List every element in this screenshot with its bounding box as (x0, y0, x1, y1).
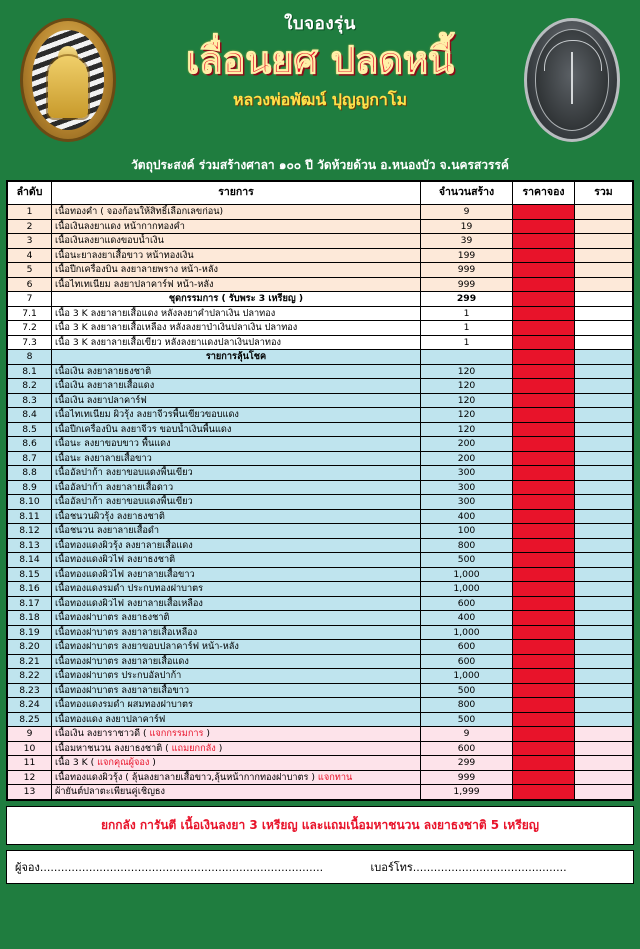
row-total[interactable] (575, 654, 633, 669)
row-index: 8.8 (8, 466, 52, 481)
row-total[interactable] (575, 683, 633, 698)
row-index: 4 (8, 248, 52, 263)
row-qty: 19 (421, 219, 513, 234)
row-index: 8 (8, 350, 52, 365)
row-qty: 500 (421, 553, 513, 568)
row-index: 10 (8, 741, 52, 756)
table-row (8, 683, 633, 698)
row-qty: 300 (421, 480, 513, 495)
table-row (8, 277, 633, 292)
row-total[interactable] (575, 480, 633, 495)
row-total[interactable] (575, 625, 633, 640)
row-index: 12 (8, 770, 52, 785)
row-item: เนื้อปีกเครื่องบิน ลงยาจีวร ขอบน้ำเงินพื้นแดง (52, 422, 421, 437)
table-row (8, 727, 633, 742)
table-row (8, 437, 633, 452)
phone-field-label[interactable]: เบอร์โทร............................................ (370, 860, 567, 874)
booker-field-label[interactable]: ผู้จอง................................................................................. (15, 860, 324, 874)
row-item: เนื้อทองแดง ลงยาปลาคาร์ฟ (52, 712, 421, 727)
table-row (8, 379, 633, 394)
header-banner (6, 6, 634, 154)
table-row (8, 205, 633, 220)
row-index: 9 (8, 727, 52, 742)
row-qty: 1,999 (421, 785, 513, 800)
row-item: เนื้อเงิน ลงยาลายเสื้อแดง (52, 379, 421, 394)
row-price[interactable] (513, 727, 575, 742)
row-qty: 120 (421, 379, 513, 394)
table-row (8, 625, 633, 640)
row-price[interactable] (513, 350, 575, 365)
row-qty: 999 (421, 277, 513, 292)
row-index: 8.9 (8, 480, 52, 495)
row-item: ผ้ายันต์ปลาตะเพียนคู่เชิญธง (52, 785, 421, 800)
table-header-row (8, 182, 633, 205)
row-total[interactable] (575, 393, 633, 408)
table-row (8, 640, 633, 655)
title-block (126, 10, 514, 113)
yant-amulet-icon (524, 18, 620, 142)
row-price[interactable] (513, 524, 575, 539)
row-qty: 300 (421, 466, 513, 481)
row-total[interactable] (575, 292, 633, 307)
table-row (8, 582, 633, 597)
row-item: เนื้อนะ ลงยาขอบขาว พื้นแดง (52, 437, 421, 452)
row-qty: 1 (421, 306, 513, 321)
table-row (8, 567, 633, 582)
table-row (8, 509, 633, 524)
row-qty: 400 (421, 509, 513, 524)
row-index: 8.17 (8, 596, 52, 611)
row-index: 3 (8, 234, 52, 249)
row-price[interactable] (513, 756, 575, 771)
row-total[interactable] (575, 495, 633, 510)
row-qty: 500 (421, 712, 513, 727)
row-index: 8.12 (8, 524, 52, 539)
table-row (8, 480, 633, 495)
row-total[interactable] (575, 466, 633, 481)
row-total[interactable] (575, 741, 633, 756)
row-total[interactable] (575, 422, 633, 437)
row-price[interactable] (513, 538, 575, 553)
row-qty: 120 (421, 408, 513, 423)
row-price[interactable] (513, 364, 575, 379)
row-qty (421, 350, 513, 365)
row-index: 8.11 (8, 509, 52, 524)
table-row (8, 756, 633, 771)
table-row (8, 234, 633, 249)
row-total[interactable] (575, 582, 633, 597)
row-price[interactable] (513, 654, 575, 669)
row-price[interactable] (513, 553, 575, 568)
row-item: เนื้อทองแดงรมดำ ผสมทองฝาบาตร (52, 698, 421, 713)
row-total[interactable] (575, 321, 633, 336)
table-body (8, 205, 633, 800)
row-total[interactable] (575, 205, 633, 220)
row-total[interactable] (575, 263, 633, 278)
row-price[interactable] (513, 495, 575, 510)
row-qty: 100 (421, 524, 513, 539)
row-item: เนื้อมหาชนวน ลงยาธงชาติ ( แถมยกกลัง ) (52, 741, 421, 756)
row-qty: 999 (421, 770, 513, 785)
table-row (8, 698, 633, 713)
row-qty: 800 (421, 698, 513, 713)
row-index: 2 (8, 219, 52, 234)
row-qty: 299 (421, 292, 513, 307)
row-index: 13 (8, 785, 52, 800)
row-qty: 600 (421, 596, 513, 611)
row-index: 8.23 (8, 683, 52, 698)
row-price[interactable] (513, 219, 575, 234)
row-price[interactable] (513, 596, 575, 611)
row-qty: 299 (421, 756, 513, 771)
row-price[interactable] (513, 451, 575, 466)
row-index: 8.19 (8, 625, 52, 640)
row-item: เนื้อทองแดงผิวไฟ ลงยาธงชาติ (52, 553, 421, 568)
row-price[interactable] (513, 712, 575, 727)
row-index: 8.3 (8, 393, 52, 408)
row-item: เนื้อทองฝาบาตร ลงยาธงชาติ (52, 611, 421, 626)
row-total[interactable] (575, 596, 633, 611)
row-item: เนื้อทองแดงผิวไฟ ลงยาลายเสื้อขาว (52, 567, 421, 582)
row-index: 8.7 (8, 451, 52, 466)
monk-amulet-icon (20, 18, 116, 142)
row-qty: 999 (421, 263, 513, 278)
row-qty: 1,000 (421, 625, 513, 640)
row-total[interactable] (575, 234, 633, 249)
row-price[interactable] (513, 669, 575, 684)
row-qty: 120 (421, 364, 513, 379)
row-total[interactable] (575, 408, 633, 423)
row-item: เนื้อไทเทเนียม ลงยาปลาคาร์ฟ หน้า-หลัง (52, 277, 421, 292)
table-row (8, 770, 633, 785)
table-row (8, 785, 633, 800)
row-total[interactable] (575, 756, 633, 771)
title-subtitle: หลวงพ่อพัฒน์ ปุญญกาโม (232, 89, 408, 109)
table-row (8, 321, 633, 336)
row-index: 8.18 (8, 611, 52, 626)
row-item: เนื้อเงิน ลงยาลายธงชาติ (52, 364, 421, 379)
table-row (8, 364, 633, 379)
row-qty: 800 (421, 538, 513, 553)
row-total[interactable] (575, 698, 633, 713)
row-index: 8.13 (8, 538, 52, 553)
row-price[interactable] (513, 698, 575, 713)
row-total[interactable] (575, 437, 633, 452)
row-item: เนื้อชนวนผิวรุ้ง ลงยาธงชาติ (52, 509, 421, 524)
row-item: เนื้อ 3 K ( แจกคุณผู้จอง ) (52, 756, 421, 771)
row-item: เนื้อเงิน ลงยาราชาวดี ( แจกกรรมการ ) (52, 727, 421, 742)
row-total[interactable] (575, 669, 633, 684)
col-item: รายการ (52, 182, 421, 205)
row-qty: 1,000 (421, 669, 513, 684)
row-price[interactable] (513, 248, 575, 263)
row-price[interactable] (513, 234, 575, 249)
row-total[interactable] (575, 524, 633, 539)
row-price[interactable] (513, 292, 575, 307)
title-top: ใบจองรุ่น (284, 14, 356, 34)
table-row (8, 248, 633, 263)
row-item: เนื้อทองฝาบาตร ประกบอัลปาก้า (52, 669, 421, 684)
row-total[interactable] (575, 611, 633, 626)
row-item: เนื้ออัลปาก้า ลงยาลายเสื้อดาว (52, 480, 421, 495)
row-total[interactable] (575, 567, 633, 582)
row-price[interactable] (513, 785, 575, 800)
col-total: รวม (575, 182, 633, 205)
row-price[interactable] (513, 480, 575, 495)
row-item: เนื้อเงินลงยาแดง หน้ากากทองคำ (52, 219, 421, 234)
row-index: 8.1 (8, 364, 52, 379)
row-price[interactable] (513, 625, 575, 640)
row-item: เนื้อทองแดงผิวรุ้ง ลงยาลายเสื้อแดง (52, 538, 421, 553)
row-qty: 200 (421, 451, 513, 466)
row-price[interactable] (513, 770, 575, 785)
row-index: 8.10 (8, 495, 52, 510)
table-row (8, 741, 633, 756)
row-total[interactable] (575, 306, 633, 321)
row-index: 8.20 (8, 640, 52, 655)
table-row (8, 306, 633, 321)
row-price[interactable] (513, 306, 575, 321)
row-total[interactable] (575, 379, 633, 394)
table-row (8, 538, 633, 553)
row-price[interactable] (513, 393, 575, 408)
row-total[interactable] (575, 727, 633, 742)
table-row (8, 466, 633, 481)
row-total[interactable] (575, 553, 633, 568)
row-index: 5 (8, 263, 52, 278)
row-index: 8.4 (8, 408, 52, 423)
row-item-highlight: แจกคุณผู้จอง (97, 757, 150, 768)
table-row (8, 335, 633, 350)
row-qty: 600 (421, 741, 513, 756)
row-qty: 1,000 (421, 582, 513, 597)
row-qty: 300 (421, 495, 513, 510)
row-total[interactable] (575, 451, 633, 466)
row-item: เนื้อทองแดงผิวไฟ ลงยาลายเสื้อเหลือง (52, 596, 421, 611)
row-total[interactable] (575, 335, 633, 350)
row-index: 7.3 (8, 335, 52, 350)
row-item: เนื้ออัลปาก้า ลงยาขอบแดงพื้นเขียว (52, 495, 421, 510)
row-qty: 9 (421, 727, 513, 742)
row-index: 8.5 (8, 422, 52, 437)
row-item-highlight: แถมยกกลัง (171, 742, 216, 754)
row-total[interactable] (575, 785, 633, 800)
row-price[interactable] (513, 741, 575, 756)
row-index: 8.22 (8, 669, 52, 684)
table-row (8, 393, 633, 408)
row-index: 8.14 (8, 553, 52, 568)
page-title: เลื่อนยศ ปลดหนี้ (186, 38, 454, 82)
row-price[interactable] (513, 205, 575, 220)
table-row (8, 669, 633, 684)
table-row (8, 292, 633, 307)
row-index: 1 (8, 205, 52, 220)
table-row (8, 263, 633, 278)
items-table-container (6, 180, 634, 801)
col-no: ลำดับ (8, 182, 52, 205)
row-item: เนื้อนะ ลงยาลายเสื้อขาว (52, 451, 421, 466)
row-total[interactable] (575, 219, 633, 234)
row-index: 8.21 (8, 654, 52, 669)
row-index: 8.25 (8, 712, 52, 727)
row-price[interactable] (513, 379, 575, 394)
table-row (8, 495, 633, 510)
row-total[interactable] (575, 712, 633, 727)
row-price[interactable] (513, 277, 575, 292)
table-row (8, 524, 633, 539)
promo-note: ยกกลัง การันตี เนื้อเงินลงยา 3 เหรียญ และแถมเนื้อมหาชนวน ลงยาธงชาติ 5 เหรียญ (6, 806, 634, 845)
row-price[interactable] (513, 263, 575, 278)
row-index: 7.2 (8, 321, 52, 336)
col-qty: จำนวนสร้าง (421, 182, 513, 205)
row-qty: 120 (421, 422, 513, 437)
row-item: เนื้อทองฝาบาตร ลงยาลายเสื้อเหลือง (52, 625, 421, 640)
row-price[interactable] (513, 422, 575, 437)
row-item: เนื้อเงิน ลงยาปลาคาร์ฟ (52, 393, 421, 408)
row-index: 7 (8, 292, 52, 307)
row-total[interactable] (575, 350, 633, 365)
row-qty: 9 (421, 205, 513, 220)
row-qty: 1 (421, 335, 513, 350)
row-index: 8.24 (8, 698, 52, 713)
row-total[interactable] (575, 538, 633, 553)
table-row (8, 611, 633, 626)
col-price: ราคาจอง (513, 182, 575, 205)
row-qty: 199 (421, 248, 513, 263)
row-index: 6 (8, 277, 52, 292)
row-price[interactable] (513, 437, 575, 452)
row-item: เนื้อทองแดงผิวรุ้ง ( ลุ้นลงยาลายเสื้อขาว,ลุ้นหน้ากากทองฝาบาตร ) แจกทาน (52, 770, 421, 785)
row-qty: 600 (421, 654, 513, 669)
row-qty: 1,000 (421, 567, 513, 582)
table-row (8, 219, 633, 234)
table-row (8, 451, 633, 466)
purpose-text: วัตถุประสงค์ ร่วมสร้างศาลา ๑๐๐ ปี วัดห้วยด้วน อ.หนองบัว จ.นครสวรรค์ (131, 158, 509, 172)
row-index: 8.2 (8, 379, 52, 394)
row-item: เนื้อทองแดงรมดำ ประกบทองฝาบาตร (52, 582, 421, 597)
row-item: เนื้อนะยาลงยาเสื้อขาว หน้าทองเงิน (52, 248, 421, 263)
row-price[interactable] (513, 335, 575, 350)
row-item-highlight: แจกทาน (317, 771, 353, 783)
row-item-highlight: แจกกรรมการ (149, 728, 204, 739)
table-row (8, 654, 633, 669)
row-index: 11 (8, 756, 52, 771)
row-item: เนื้อ 3 K ลงยาลายเสื้อเขียว หลังลงยาแดงปลาเงินปลาทอง (52, 335, 421, 350)
row-qty: 1 (421, 321, 513, 336)
row-item: เนื้อทองฝาบาตร ลงยาลายเสื้อขาว (52, 683, 421, 698)
row-total[interactable] (575, 277, 633, 292)
row-price[interactable] (513, 567, 575, 582)
row-qty: 39 (421, 234, 513, 249)
row-price[interactable] (513, 509, 575, 524)
row-qty: 500 (421, 683, 513, 698)
row-item: เนื้อชนวน ลงยาลายเสื้อดำ (52, 524, 421, 539)
row-qty: 400 (421, 611, 513, 626)
row-total[interactable] (575, 248, 633, 263)
row-item: เนื้อทองฝาบาตร ลงยาขอบปลาคาร์ฟ หน้า-หลัง (52, 640, 421, 655)
row-price[interactable] (513, 321, 575, 336)
row-index: 8.16 (8, 582, 52, 597)
table-row (8, 422, 633, 437)
row-price[interactable] (513, 611, 575, 626)
row-total[interactable] (575, 364, 633, 379)
row-item: เนื้ออัลปาก้า ลงยาขอบแดงพื้นเขียว (52, 466, 421, 481)
row-item: เนื้อไทเทเนียม ผิวรุ้ง ลงยาจีวรพื้นเขียวขอบแดง (52, 408, 421, 423)
row-price[interactable] (513, 582, 575, 597)
row-item: เนื้อทองคำ ( จองก้อนให้สิทธิ์เลือกเลขก่อน) (52, 205, 421, 220)
row-item: เนื้อเงินลงยาแดงขอบน้ำเงิน (52, 234, 421, 249)
row-item: เนื้อ 3 K ลงยาลายเสื้อเหลือง หลังลงยาป่าเงินปลาเงิน ปลาทอง (52, 321, 421, 336)
row-total[interactable] (575, 509, 633, 524)
row-index: 8.15 (8, 567, 52, 582)
row-item: เนื้อทองฝาบาตร ลงยาลายเสื้อแดง (52, 654, 421, 669)
row-index: 7.1 (8, 306, 52, 321)
row-item: ชุดกรรมการ ( รับพระ 3 เหรียญ ) (52, 292, 421, 307)
row-index: 8.6 (8, 437, 52, 452)
row-price[interactable] (513, 640, 575, 655)
row-qty: 600 (421, 640, 513, 655)
table-row (8, 350, 633, 365)
signature-footer (6, 850, 634, 884)
table-row (8, 596, 633, 611)
table-row (8, 408, 633, 423)
row-item: เนื้อ 3 K ลงยาลายเสื้อแดง หลังลงยาคำปลาเงิน ปลาทอง (52, 306, 421, 321)
items-table (7, 181, 633, 800)
row-price[interactable] (513, 683, 575, 698)
row-total[interactable] (575, 770, 633, 785)
row-item: เนื้อปีกเครื่องบิน ลงยาลายพราง หน้า-หลัง (52, 263, 421, 278)
table-row (8, 712, 633, 727)
row-price[interactable] (513, 466, 575, 481)
row-qty: 200 (421, 437, 513, 452)
row-price[interactable] (513, 408, 575, 423)
table-row (8, 553, 633, 568)
row-total[interactable] (575, 640, 633, 655)
row-item: รายการลุ้นโชค (52, 350, 421, 365)
row-qty: 120 (421, 393, 513, 408)
